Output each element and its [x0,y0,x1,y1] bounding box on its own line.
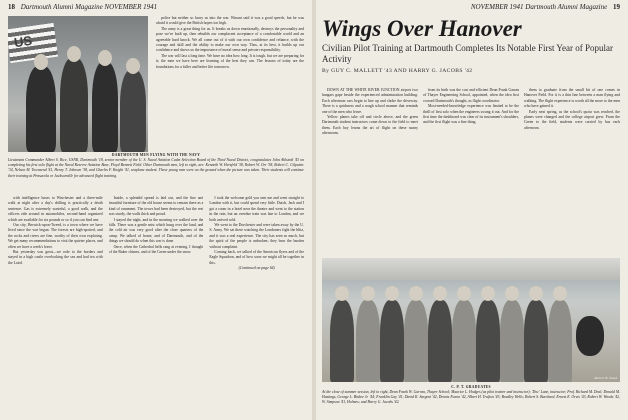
flag-lettering: US [13,32,34,51]
text-column [524,88,620,248]
body-paragraph: Coming back, we talked of the American flyers and of the Eagle Squadron, and of how soon we might all be together in this. [209,250,305,265]
left-photo-caption [8,153,304,179]
body-paragraph: I stayed the night, and in the morning we walked over the hills. There was a gentle mist which hung over the land, and the cold air was very good after the close quarters of the camp. We talked of home, and of Dartmouth, and of the things we should do when this war is done. [108,217,204,244]
text-column [109,196,204,416]
article-headline: Wings Over Hanover [322,16,522,41]
article-columns [322,88,620,248]
body-paragraph: I took the welcome gold you sent me and went straight to London with it, but could spend very little. Dutch, Jack and I got a room in a hotel near the theatre and went to the station in the rain, but an overdue train was late to London, and we both arrived cold. [209,196,305,222]
body-paragraph: DOWN AT THE WHITE RIVER JUNCTION airport two hangars gape beside the experienced administration building. Each afternoon cars begin to line up and choke the driveway. There is a quickness and a rough school manner that reminds one of the men who leave. [322,88,418,114]
body-paragraph: Inside, a splendid spread is laid out, and the fine and beautiful furniture of the old house seems to remain there as a kind of ornament. The tower had been destroyed, but the rest was sturdy, the walls thick and proud. [108,196,204,217]
page-number-right: 19 [613,3,620,11]
left-side-column [156,16,304,144]
cpt-graduates-photo [322,258,620,382]
side-paragraph: The war will last a long time. We have no idea how long. It is tough, but we are preparing for it; the men we have here are learning of the best they can. The lessons of today are the foundations for a fuller and better life tomorrow. [156,53,304,69]
body-paragraph: Yellow planes take off and circle above, and the green Dartmouth student instructors come down to the field to meet them. Each boy learns the art of flight on these sunny afternoons. [322,115,418,136]
right-photo-caption [322,385,620,406]
airplane-wing-shape [322,258,620,280]
continued-note: (Continued on page 64) [238,266,275,271]
caption-title-right: C. P. T. GRADUATES [451,385,491,389]
text-column [423,88,519,248]
side-paragraph: The army is a great thing for us. It breaks us down emotionally, destroys the personality and pose we've built up, then rebuilds our complacent acceptance of a comfortable world and an agreeable hard knock. We all come out of it with our own confidence and reliance, with the courage and skill and the ability to make our own way. Thus, at its best, it builds up our confidence and shows us the importance of moral sense and private responsibility. [156,26,304,53]
body-paragraph: We went to the Dorchester and were taken away by the U. S. Army. We sat there watching the Londoners fight the blitz, and it was a real experience. The city has seen so much, but the spirit of the people is unbroken; they bear the burden without complaint. [209,223,305,249]
body-paragraph: But yesterday was great—we rode to the borders and stayed in a high castle overlooking the sea and had tea with the Laird. [8,250,103,265]
body-paragraph: from its birth was the cost and efficient Dean Frank Garran of Thayer Engineering School, appointed, when the idea first crossed Dartmouth's thought, as flight coordinator. [423,88,519,103]
body-paragraph: Our city, Berwick-upon-Tweed, is a town where we have lived since the war began. The forests are high-spotted, and the rocks and rivers are fine, worthy of their own exploring. We get many recommendations to visit the quieter places, and often we have a week's leave. [8,223,103,249]
running-head-right-text: NOVEMBER 1941 Dartmouth Alumni Magazine [470,3,608,11]
text-column [8,196,103,416]
body-paragraph: them to graduate from the small bit of one comes in Hanover Field. For it is a thin line between a man flying and walking. The flight experience is worth all the more to the men who have gained it. [524,88,620,109]
article-header [322,16,622,74]
running-head-left [8,3,306,12]
article-subhead: Civilian Pilot Training at Dartmouth Completes Its Notable First Year of Popular Activity [322,43,613,64]
photo-credit: Robert W. Wood [594,376,617,380]
running-head-left-text: Dartmouth Alumni Magazine NOVEMBER 1941 [20,3,158,11]
caption-text-left: Lieutenant Commander Albert S. Rice, USNR, Dartmouth '18, senior member of the U. S. Naval Aviation Cadet Selection Board of the Third Naval District, congratulates John Ahlstedt '43 on completing his first solo flight at the Naval Reserve Aviation Base, Floyd Bennett Field. Other Dartmouth men, left to right, are: Kenneth W. Herzfeld '38, Robert W. Orr '38, Robert C. Gilpatric '34, Nelson M. Townsend '41, Henry T. Johnsen '38, and Charles F. Knight '41, seaplane student. These young men were on the ground when the picture was taken. Their students will continue their training at Pensacola or Jacksonville for advanced flight training. [8,158,304,178]
body-paragraph: Most-needed-knowledge experience was limited to be the thrill of first solo when the engineers swung it out. And for the first time the dashboard was clear of its instrument's shoulders, and the first flight was a fine thing. [423,104,519,125]
body-paragraph: Early next spring, as the school's quota was reached, the planes were changed and the college airport grew. From the Green to the field, students were carried by bus each afternoon. [524,109,620,130]
body-paragraph: with intelligence bases to Winchester and a three-mile walk at night after a day's drilling is practically a death sentence. Gas is extremely wasteful, a good walk, and the officers ride around in automobiles, second-hand organized which are available for six pounds or so if you can find one. [8,196,103,222]
caption-title-left: DARTMOUTH MEN FLYING WITH THE NAVY [111,153,201,157]
left-bottom-columns [8,196,304,416]
running-head-right [322,3,620,12]
text-column [322,88,418,248]
airplane-wheel-shape [576,316,604,356]
caption-text-right: At the close of summer session, left to right, Dean Frank W. Garran, Thayer School; Maurice L. Hodges (as pilot trainer and instructor); 'Doc' Lane, instructor; Prof. Richard M. Deal; Donald M. Hastings, George L. Bisbee Jr. '44; Franklin Gay '41; David K. Sargent '42, Dennis Faxon '42, Albert H. Trafton '43; Bradley Wells; Robert S. Burchard, Ernest E. Orvis '43, Robert W. Woods '42, W. Simpson '41, Holmes; and Harry G. Jacobs '42. [322,390,620,405]
navy-flyers-photo [8,16,148,152]
text-column [209,196,304,416]
side-paragraph: police but neither so hurry us into the war. Winant said it was a good speech, but he was afraid it would give the British hopes too high. [156,16,304,26]
page-number-left: 18 [8,3,15,11]
body-paragraph: Once, when the Cathedral bells rang at evening, I thought of the Baker chimes, and of the Green under the snow. [108,244,204,255]
article-byline: By GUY C. MALLETT '43 AND HARRY G. JACOBS '42 [322,68,473,74]
